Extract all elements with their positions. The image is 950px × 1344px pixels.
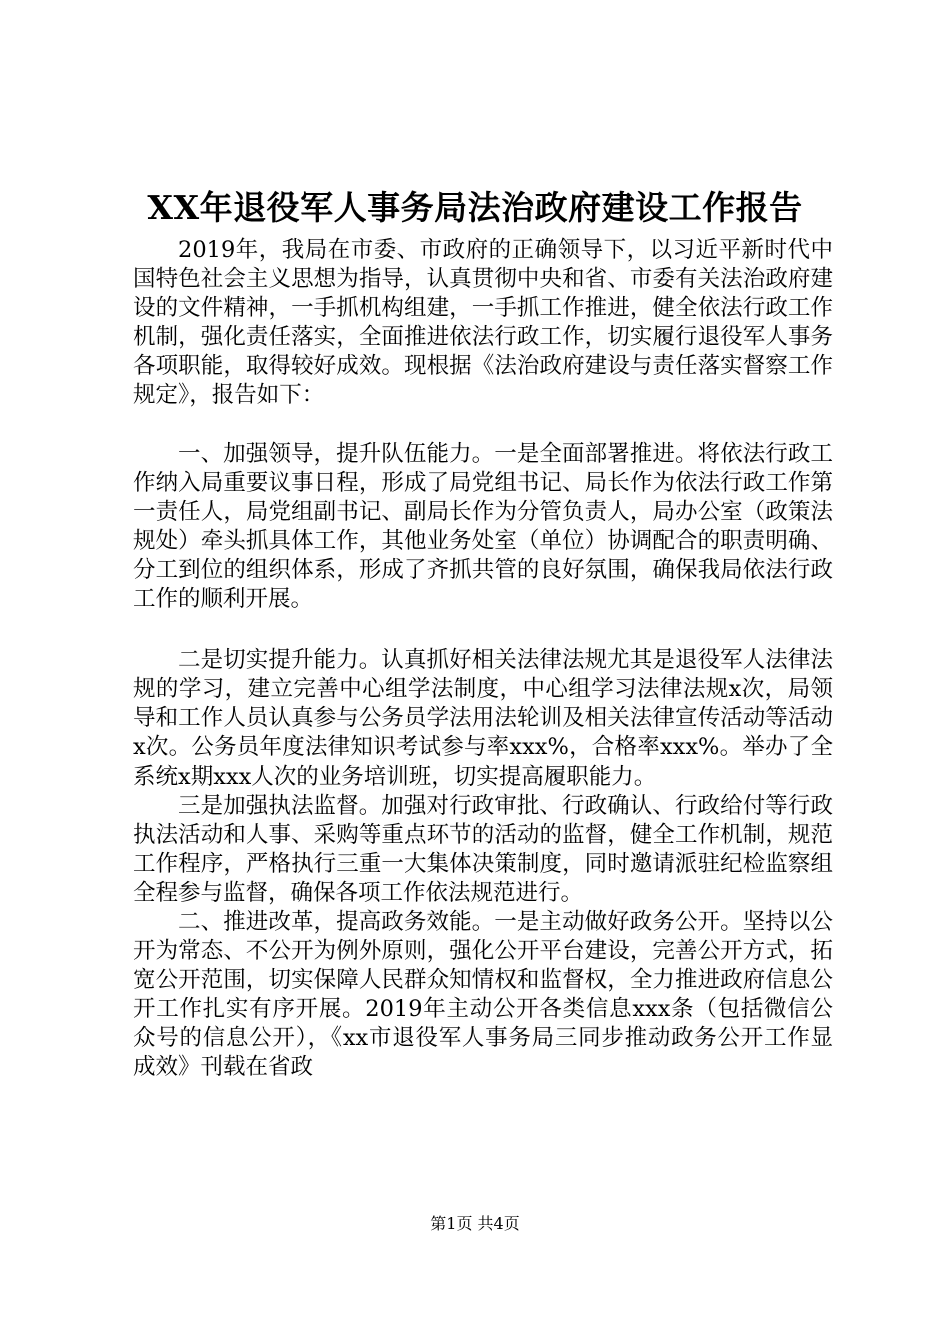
paragraph-supervision: 三是加强执法监督。加强对行政审批、行政确认、行政给付等行政执法活动和人事、采购等重点环节的活动的监督，健全工作机制，规范工作程序，严格执行三重一大集体决策制度，同时邀请派驻纪检监察组全程参与监督，确保各项工作依法规范进行。: [133, 792, 833, 906]
document-title: XX年退役军人事务局法治政府建设工作报告: [147, 188, 803, 227]
paragraph-section-1: 一、加强领导，提升队伍能力。一是全面部署推进。将依法行政工作纳入局重要议事日程，形成了局党组书记、局长作为依法行政工作第一责任人，局党组副书记、副局长作为分管负责人，局办公室（政策法规处）牵头抓具体工作，其他业务处室（单位）协调配合的职责明确、分工到位的组织体系，形成了齐抓共管的良好氛围，确保我局依法行政工作的顺利开展。: [133, 440, 833, 613]
paragraph-section-2: 二、推进改革，提高政务效能。一是主动做好政务公开。坚持以公开为常态、不公开为例外原则，强化公开平台建设，完善公开方式，拓宽公开范围，切实保障人民群众知情权和监督权，全力推进政府信息公开工作扎实有序开展。2019年主动公开各类信息xxx条（包括微信公众号的信息公开），《xx市退役军人事务局三同步推动政务公开工作显成效》刊载在省政: [133, 908, 833, 1081]
paragraph-spacer: [133, 614, 833, 646]
paragraph-spacer: [133, 411, 833, 440]
page-footer: 第1页 共4页: [430, 1214, 520, 1233]
document-body: [133, 236, 833, 1083]
paragraph-intro: 2019年，我局在市委、市政府的正确领导下，以习近平新时代中国特色社会主义思想为指导，认真贯彻中央和省、市委有关法治政府建设的文件精神，一手抓机构组建，一手抓工作推进，健全依法行政工作机制，强化责任落实，全面推进依法行政工作，切实履行退役军人事务各项职能，取得较好成效。现根据《法治政府建设与责任落实督察工作规定》，报告如下：: [133, 237, 833, 409]
paragraph-capability: 二是切实提升能力。认真抓好相关法律法规尤其是退役军人法律法规的学习，建立完善中心组学法制度，中心组学习法律法规x次，局领导和工作人员认真参与公务员学法用法轮训及相关法律宣传活动等活动x次。公务员年度法律知识考试参与率xxx%，合格率xxx%。举办了全系统x期xxx人次的业务培训班，切实提高履职能力。: [133, 647, 833, 790]
